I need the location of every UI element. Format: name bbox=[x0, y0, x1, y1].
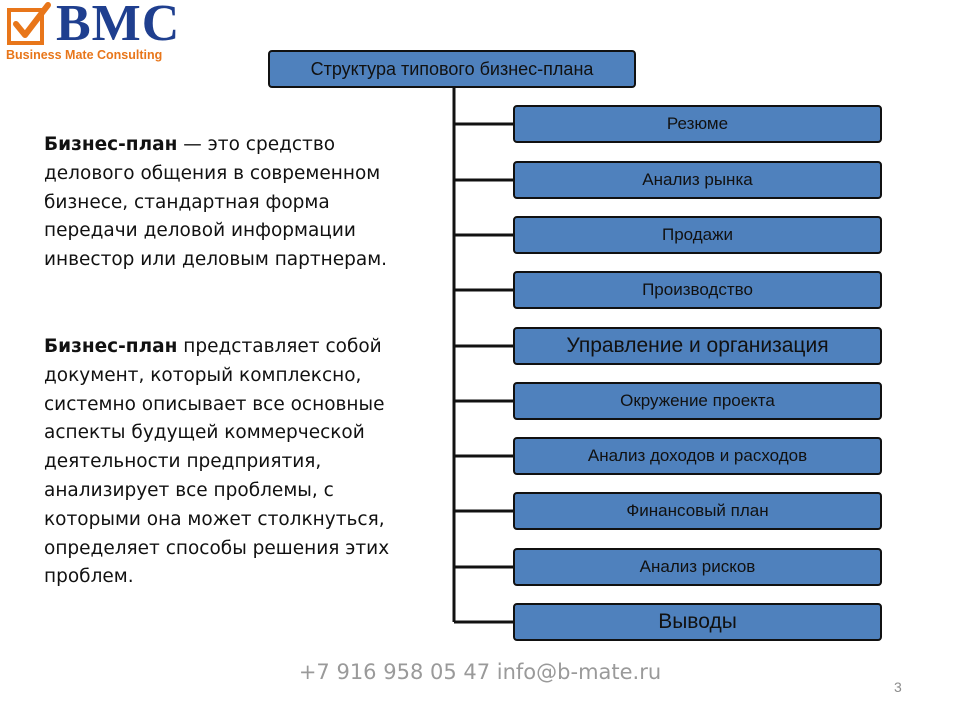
paragraph-text: — это средство делового общения в современном бизнесе, стандартная форма передачи деловой информации инвестор или деловым партнерам. bbox=[44, 134, 388, 271]
section-box-production: Производство bbox=[513, 271, 882, 309]
diagram-root-box: Структура типового бизнес-плана bbox=[268, 50, 636, 88]
section-box-resume: Резюме bbox=[513, 105, 882, 143]
section-box-income-expenses: Анализ доходов и расходов bbox=[513, 437, 882, 475]
section-box-environment: Окружение проекта bbox=[513, 382, 882, 420]
logo-wordmark: BMC bbox=[56, 0, 181, 52]
section-box-sales: Продажи bbox=[513, 216, 882, 254]
contact-footer: +7 916 958 05 47 info@b-mate.ru bbox=[298, 660, 662, 684]
definition-paragraph bbox=[44, 131, 404, 275]
bmc-logo bbox=[6, 2, 206, 68]
logo-subtitle: Business Mate Consulting bbox=[6, 48, 163, 62]
description-paragraph bbox=[44, 333, 404, 592]
paragraph-text: представляет собой документ, который комплексно, системно описывает все основные аспекты будущей коммерческой деятельности предприятия, анализирует все проблемы, с которыми она может столкнуться, определяет способы решения этих проблем. bbox=[44, 336, 390, 588]
paragraph-bold-term: Бизнес-план bbox=[44, 134, 178, 155]
page-number: 3 bbox=[894, 679, 902, 695]
section-box-financial-plan: Финансовый план bbox=[513, 492, 882, 530]
section-box-management: Управление и организация bbox=[513, 327, 882, 365]
section-box-market-analysis: Анализ рынка bbox=[513, 161, 882, 199]
paragraph-bold-term: Бизнес-план bbox=[44, 336, 178, 357]
section-box-risk-analysis: Анализ рисков bbox=[513, 548, 882, 586]
section-box-conclusions: Выводы bbox=[513, 603, 882, 641]
checkbox-logo-icon bbox=[6, 2, 52, 46]
